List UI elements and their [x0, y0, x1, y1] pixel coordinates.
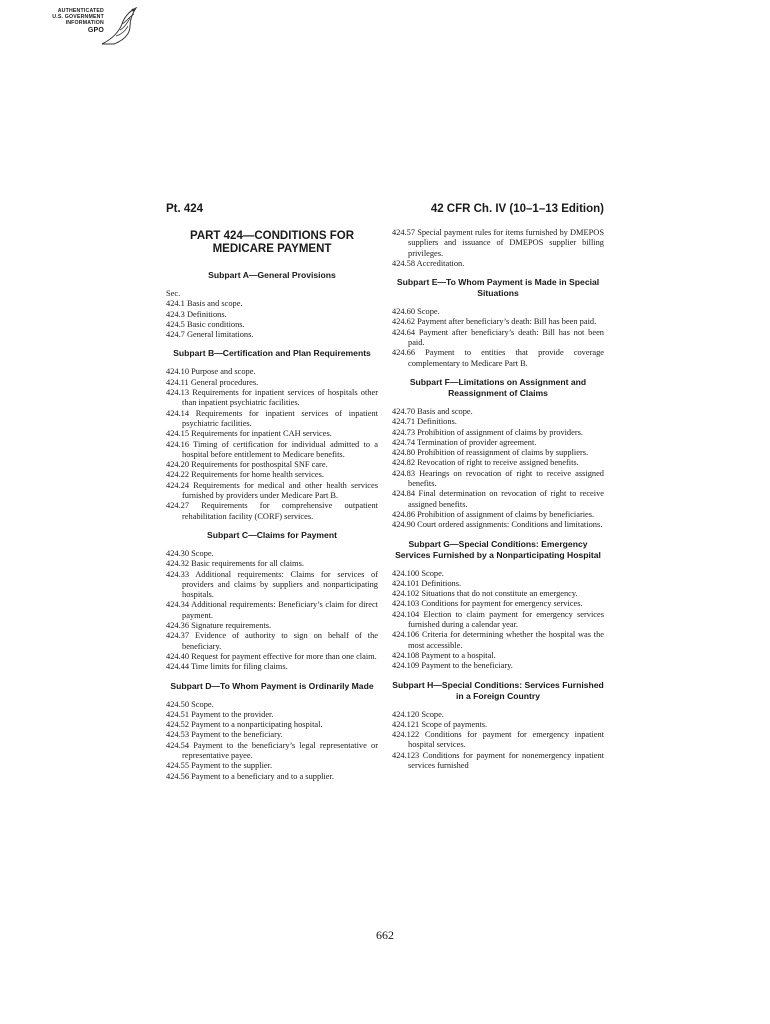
toc-entry: 424.120 Scope.	[392, 709, 444, 719]
subpart-heading: Subpart F—Limitations on Assignment and Reassignment of Claims	[409, 376, 587, 398]
toc-entry: 424.100 Scope.	[392, 568, 444, 578]
logo-text	[30, 8, 104, 34]
toc-entry: 424.108 Payment to a hospital.	[392, 650, 496, 660]
toc-entry: 424.102 Situations that do not constitute an emergency.	[392, 589, 578, 599]
subpart-heading: Subpart D—To Whom Payment is Ordinarily Made	[170, 680, 374, 691]
toc-entry: 424.109 Payment to the beneficiary.	[392, 661, 513, 671]
toc-entry: 424.27 Requirements for comprehensive outpatient rehabilitation facility (CORF) services.	[166, 501, 378, 521]
toc-entry: 424.58 Accreditation.	[392, 258, 465, 268]
toc-entry: 424.83 Hearings on revocation of right to receive assigned benefits.	[392, 468, 604, 489]
toc-entry: 424.32 Basic requirements for all claims.	[166, 559, 304, 569]
toc-entry: 424.122 Conditions for payment for emergency inpatient hospital services.	[392, 730, 604, 750]
toc-entry: 424.7 General limitations.	[166, 330, 254, 340]
toc-entry: 424.121 Scope of payments.	[392, 719, 488, 729]
header-title: 42 CFR Ch. IV (10–1–13 Edition)	[430, 203, 604, 215]
toc-entry: 424.1 Basis and scope.	[166, 299, 243, 309]
subpart-heading: Subpart B—Certification and Plan Requirements	[173, 348, 371, 359]
toc-entry: 424.36 Signature requirements.	[166, 621, 272, 631]
logo-line-1: AUTHENTICATED	[57, 8, 104, 14]
toc-entry: 424.3 Definitions.	[166, 309, 227, 319]
toc-entry: 424.37 Evidence of authority to sign on behalf of the beneficiary.	[166, 631, 378, 651]
toc-entry: 424.70 Basis and scope.	[392, 406, 473, 416]
logo-line-3: INFORMATION	[65, 20, 104, 26]
eagle-icon	[100, 4, 140, 48]
toc-entry: 424.82 Revocation of right to receive assigned benefits.	[392, 458, 579, 468]
toc-entry: 424.44 Time limits for filing claims.	[166, 662, 288, 672]
toc-entry: 424.30 Scope.	[166, 548, 214, 558]
toc-entry: 424.34 Additional requirements: Beneficiary’s claim for direct payment.	[166, 600, 378, 620]
toc-entry: 424.15 Requirements for inpatient CAH services.	[166, 429, 332, 439]
toc-entry: 424.24 Requirements for medical and other health services furnished by providers under Medicare Part B.	[166, 480, 378, 501]
toc-entry: 424.80 Prohibition of reassignment of claims by suppliers.	[392, 448, 589, 458]
toc-entry: 424.73 Prohibition of assignment of claims by providers.	[392, 427, 583, 437]
toc-entry: 424.53 Payment to the beneficiary.	[166, 730, 283, 740]
toc-entry: 424.74 Termination of provider agreement.	[392, 437, 537, 447]
toc-entry: 424.103 Conditions for payment for emergency services.	[392, 599, 583, 609]
toc-entry: 424.51 Payment to the provider.	[166, 709, 274, 719]
toc-entry: 424.54 Payment to the beneficiary’s legal representative or representative payee.	[166, 740, 378, 760]
toc-entry: 424.62 Payment after beneficiary’s death: Bill has been paid.	[392, 317, 597, 327]
toc-entry: 424.66 Payment to entities that provide coverage complementary to Medicare Part B.	[392, 348, 604, 368]
toc-entry: 424.60 Scope.	[392, 307, 440, 317]
toc-entry: 424.14 Requirements for inpatient services of inpatient psychiatric facilities.	[166, 408, 378, 428]
toc-entry: 424.90 Court ordered assignments: Conditions and limitations.	[392, 520, 603, 530]
toc-entry: 424.55 Payment to the supplier.	[166, 761, 273, 771]
subpart-heading: Subpart E—To Whom Payment is Made in Special Situations	[396, 277, 600, 299]
subpart-heading: Subpart H—Special Conditions: Services Furnished in a Foreign Country	[392, 679, 604, 701]
toc-entry: 424.106 Criteria for determining whether the hospital was the most accessible.	[392, 630, 604, 650]
toc-entry: 424.101 Definitions.	[392, 578, 462, 588]
part-title: PART 424—CONDITIONS FOR MEDICARE PAYMENT	[190, 230, 354, 255]
toc-entry: 424.40 Request for payment effective for more than one claim.	[166, 651, 377, 661]
toc-entry: 424.22 Requirements for home health services.	[166, 470, 324, 480]
toc-entry: 424.57 Special payment rules for items furnished by DMEPOS suppliers and issuance of DMEPOS supplier billing privileges.	[392, 228, 604, 258]
subpart-heading: Subpart A—General Provisions	[208, 270, 336, 280]
toc-entry: 424.84 Final determination on revocation of right to receive assigned benefits.	[392, 489, 604, 509]
section-label: Sec.	[166, 289, 181, 298]
toc-entry: 424.64 Payment after beneficiary’s death: Bill has not been paid.	[392, 327, 604, 348]
toc-entry: 424.16 Timing of certification for individual admitted to a hospital before entitlement to Medicare benefits.	[166, 439, 378, 459]
toc-entry: 424.56 Payment to a beneficiary and to a supplier.	[166, 771, 334, 781]
toc-entry: 424.123 Conditions for payment for nonemergency inpatient services furnished	[392, 750, 604, 770]
toc-entry: 424.104 Election to claim payment for emergency services furnished during a calendar year.	[392, 609, 604, 630]
subpart-heading: Subpart G—Special Conditions: Emergency Services Furnished by a Nonparticipating Hospital	[395, 538, 601, 560]
toc-entry: 424.10 Purpose and scope.	[166, 367, 256, 377]
right-column	[392, 228, 604, 771]
toc-entry: 424.86 Prohibition of assignment of claims by beneficiaries.	[392, 509, 595, 519]
toc-entry: 424.5 Basic conditions.	[166, 319, 245, 329]
page-number: 662	[376, 928, 394, 942]
toc-entry: 424.71 Definitions.	[392, 417, 457, 427]
gpo-authentication-logo	[30, 4, 142, 48]
header-part: Pt. 424	[166, 203, 204, 215]
toc-entry: 424.11 General procedures.	[166, 377, 259, 387]
logo-gpo: GPO	[87, 27, 104, 34]
subpart-heading: Subpart C—Claims for Payment	[207, 529, 337, 540]
toc-entry: 424.52 Payment to a nonparticipating hospital.	[166, 720, 323, 730]
left-column	[166, 228, 378, 782]
toc-entry: 424.20 Requirements for posthospital SNF care.	[166, 460, 328, 470]
toc-entry: 424.33 Additional requirements: Claims for services of providers and claims by suppliers and nonparticipating hospitals.	[166, 569, 378, 600]
logo-line-2: U.S. GOVERNMENT	[52, 14, 104, 20]
toc-entry: 424.13 Requirements for inpatient services of hospitals other than inpatient psychiatric facilities.	[166, 388, 378, 408]
toc-entry: 424.50 Scope.	[166, 699, 214, 709]
